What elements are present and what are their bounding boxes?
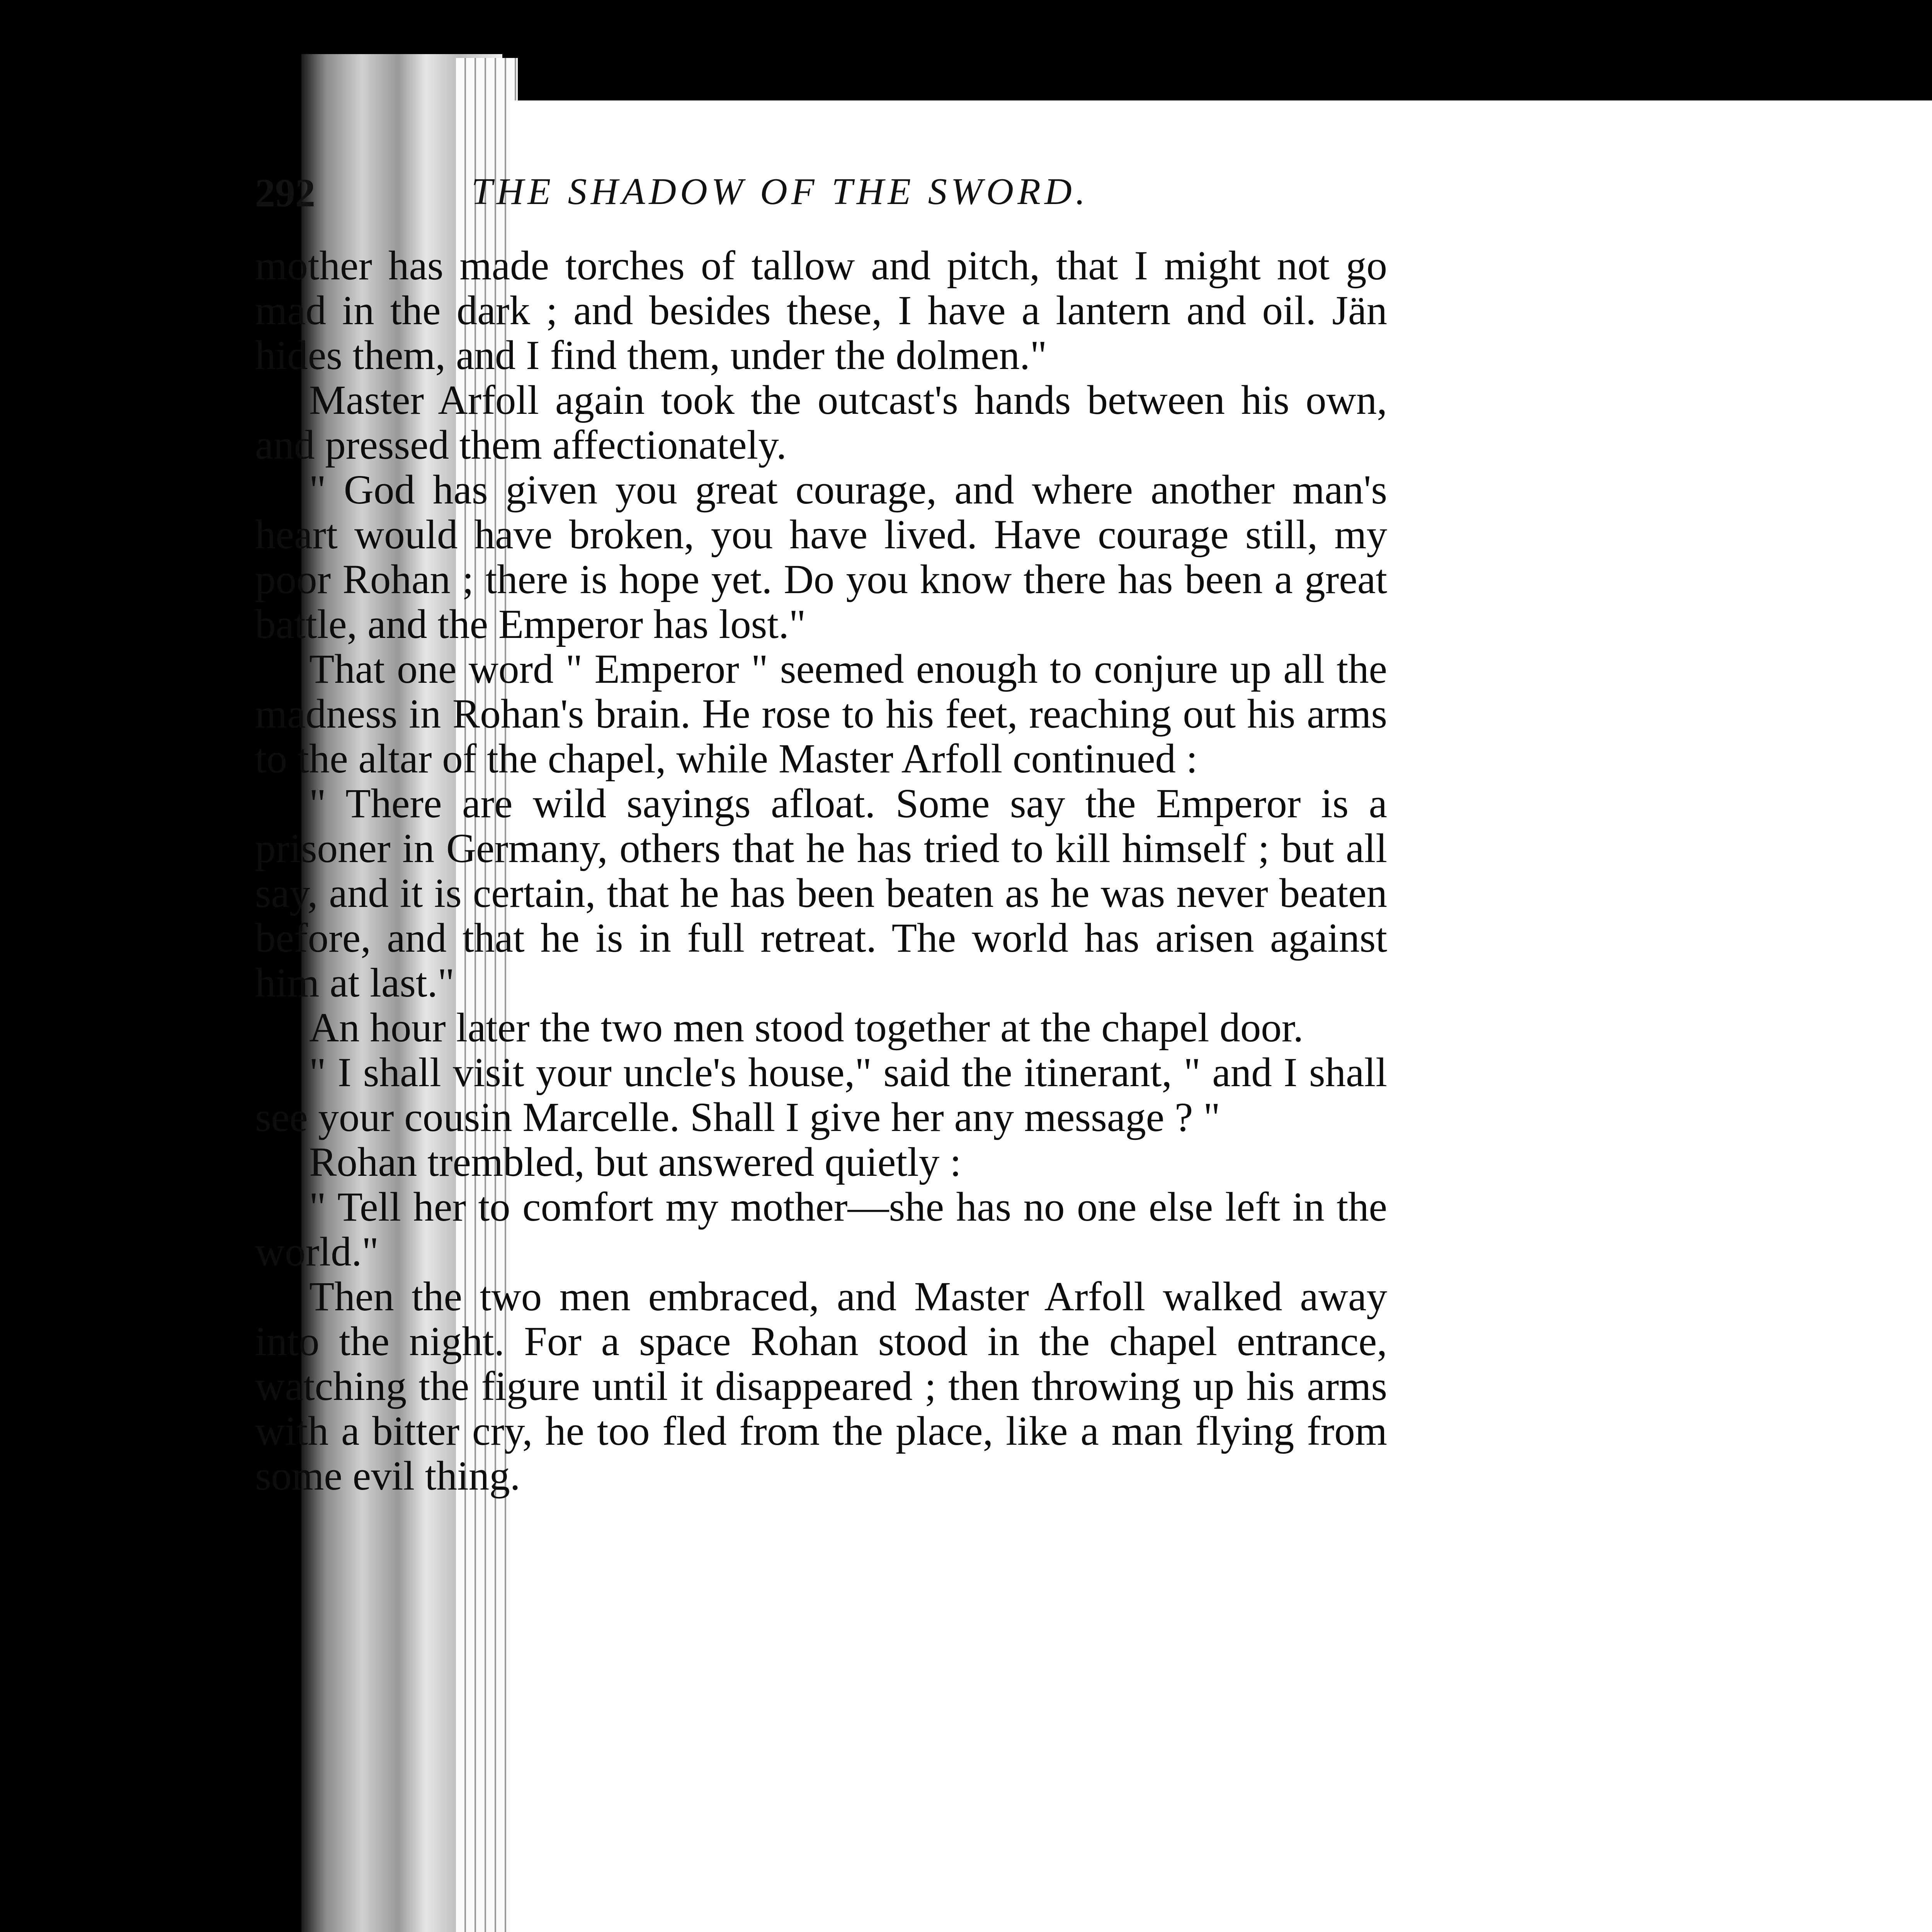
- paragraph: Master Arfoll again took the outcast's hands between his own, and pressed them affectionately.: [255, 378, 1387, 468]
- paragraph: " God has given you great courage, and where another man's heart would have broken, you have lived. Have courage still, my poor Rohan ; there is hope yet. Do you know there has been a great battle, and the Emperor has lost.": [255, 467, 1387, 647]
- body-text: [255, 243, 1387, 1498]
- paragraph: Then the two men embraced, and Master Arfoll walked away into the night. For a space Rohan stood in the chapel entrance, watching the figure until it disappeared ; then throwing up his arms with a bitter cry, he too fled from the place, like a man flying from some evil thing.: [255, 1274, 1387, 1499]
- paragraph: mother has made torches of tallow and pitch, that I might not go mad in the dark ; and besides these, I have a lantern and oil. Jän hides them, and I find them, under the dolmen.": [255, 243, 1387, 378]
- paragraph: An hour later the two men stood together at the chapel door.: [309, 1005, 1304, 1051]
- paragraph: Rohan trembled, but answered quietly :: [309, 1139, 961, 1185]
- page-number: 292: [255, 171, 315, 215]
- running-title: THE SHADOW OF THE SWORD.: [471, 171, 1089, 213]
- page-header: [255, 170, 1387, 232]
- paragraph: " Tell her to comfort my mother—she has no one else left in the world.": [255, 1184, 1387, 1275]
- paragraph: " There are wild sayings afloat. Some say the Emperor is a prisoner in Germany, others that he has tried to kill himself ; but all say, and it is certain, that he has been beaten as he was never beaten before, and that he is in full retreat. The world has arisen against him at last.": [255, 781, 1387, 1006]
- paragraph: That one word " Emperor " seemed enough to conjure up all the madness in Rohan's brain. He rose to his feet, reaching out his arms to the altar of the chapel, while Master Arfoll continued :: [255, 646, 1387, 782]
- paragraph: " I shall visit your uncle's house," said the itinerant, " and I shall see your cousin Marcelle. Shall I give her any message ? ": [255, 1050, 1387, 1140]
